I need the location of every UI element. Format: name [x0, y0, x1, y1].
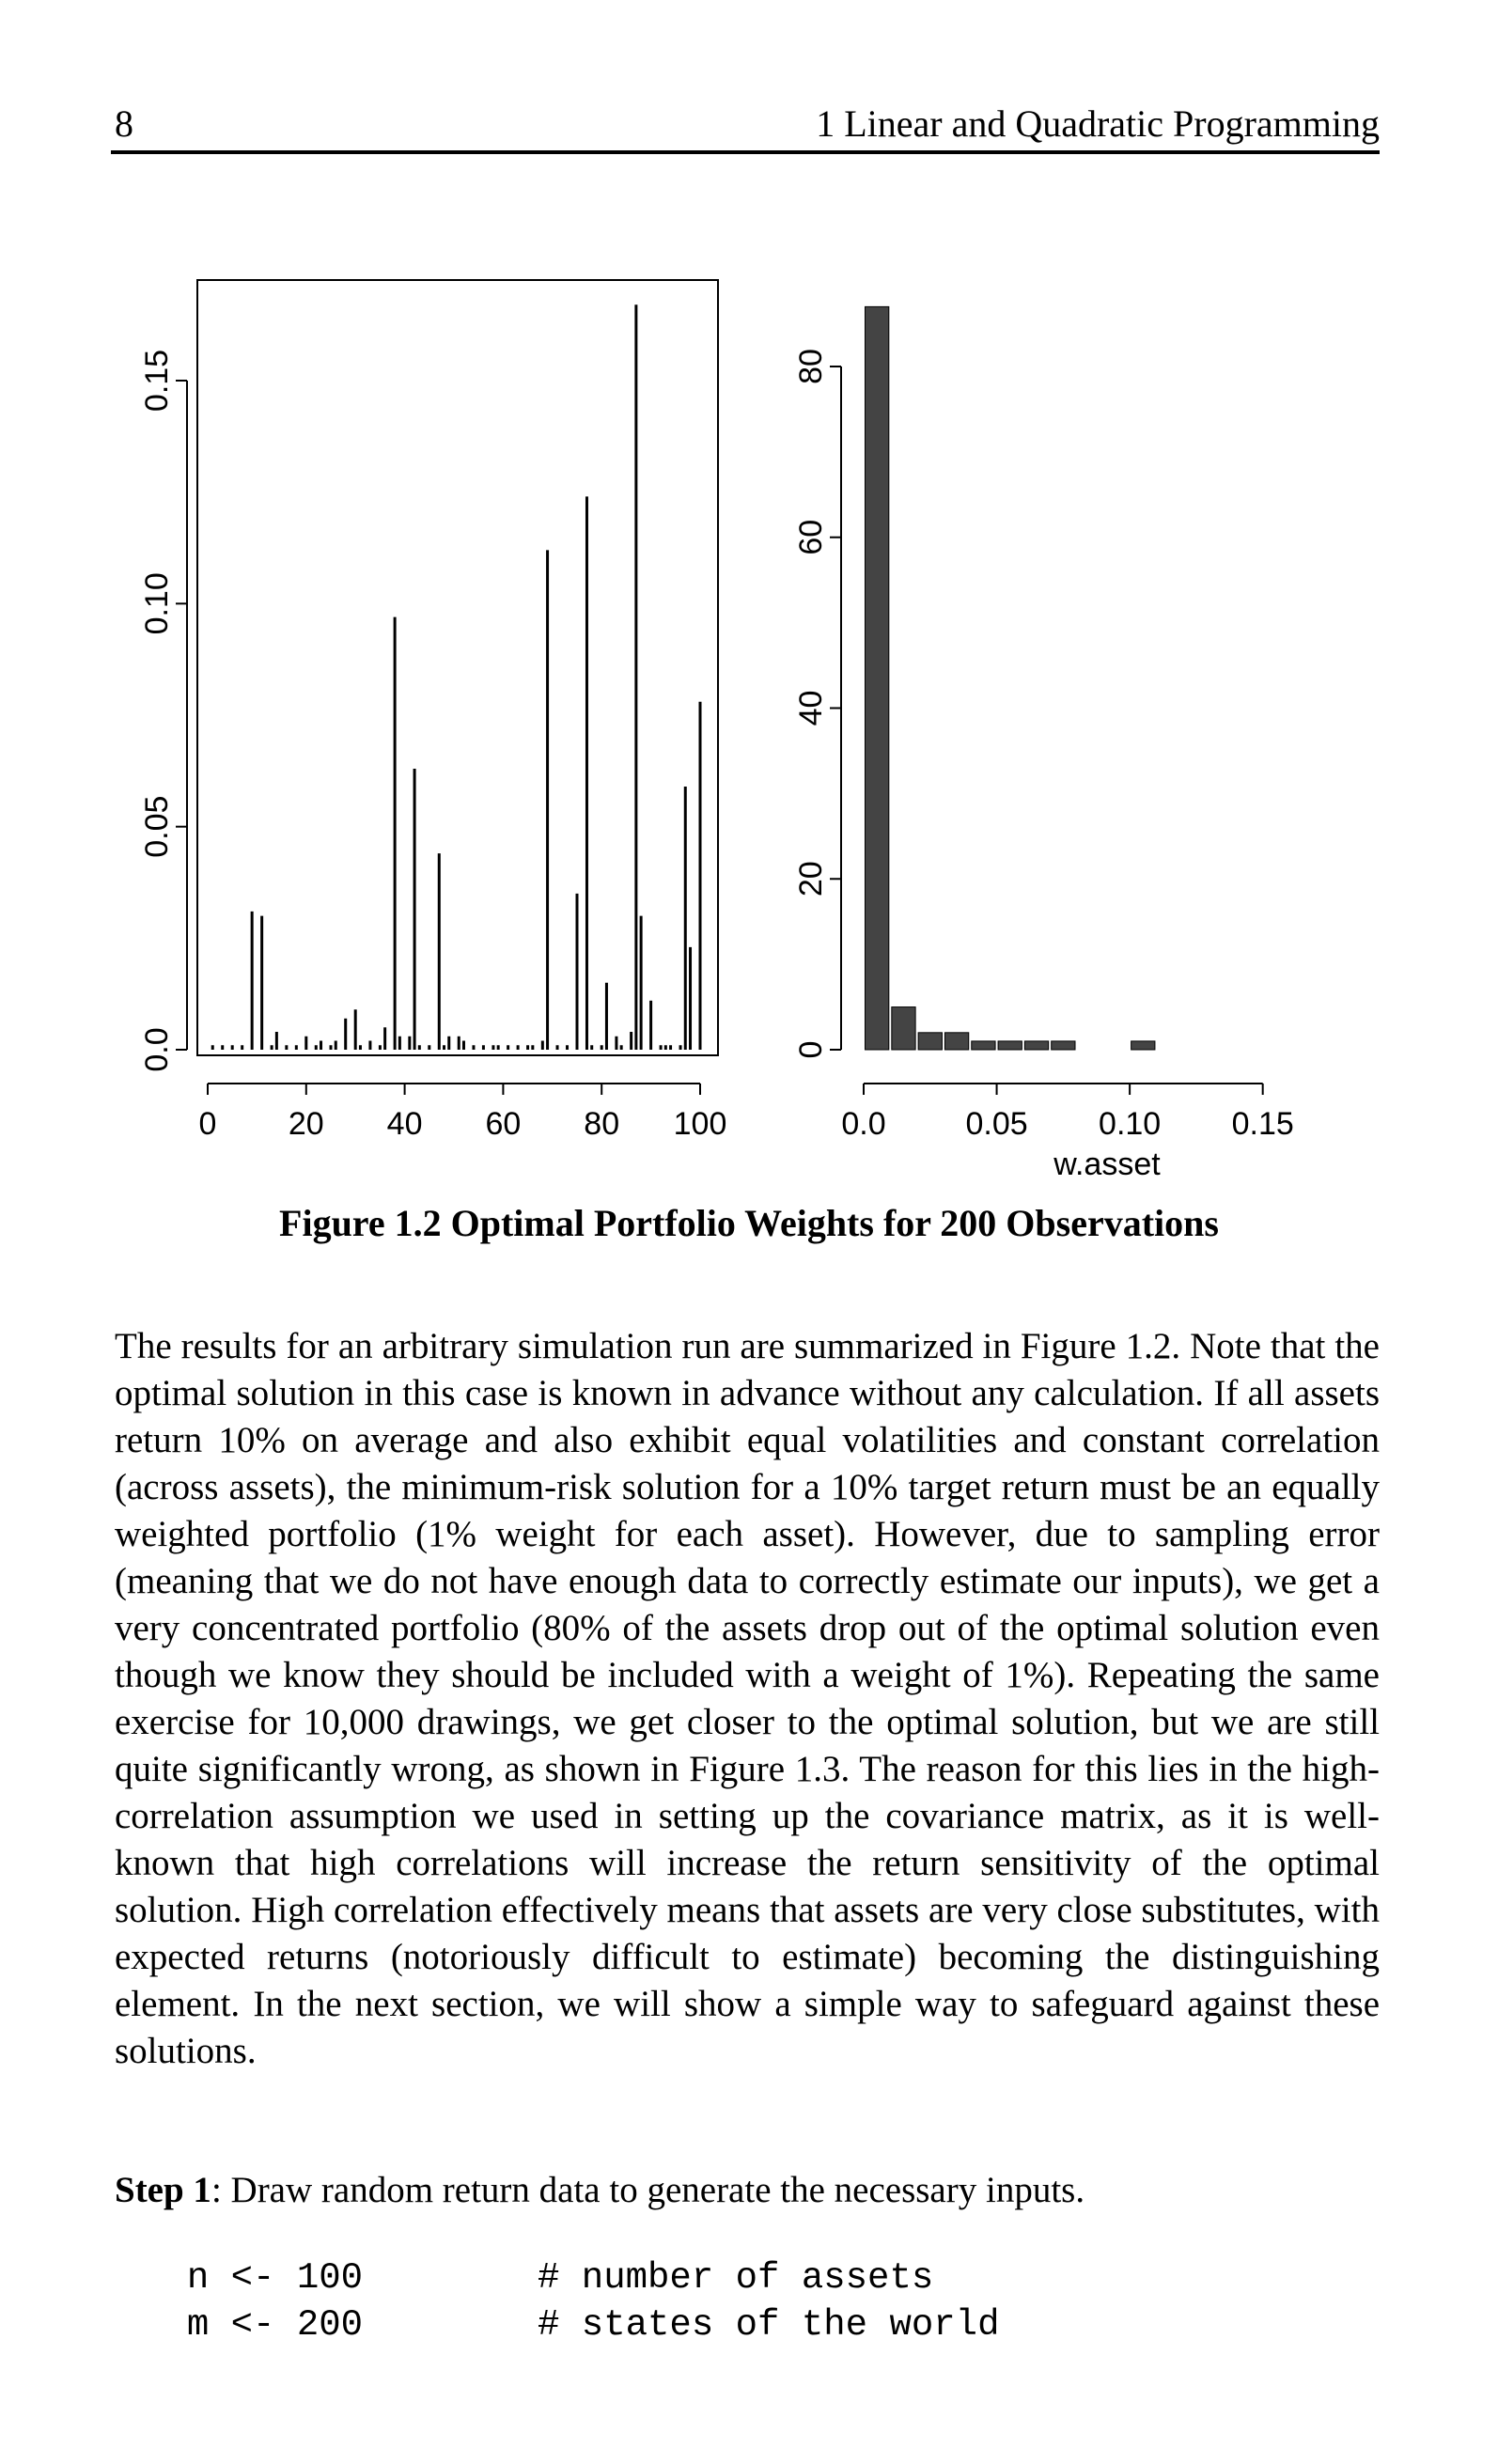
x-axis-title-right: w.asset [1053, 1146, 1161, 1182]
x-tick-label-left: 60 [485, 1106, 522, 1142]
histogram-bar [944, 1033, 968, 1050]
step-text: : Draw random return data to generate the necessary inputs. [211, 2170, 1085, 2210]
y-tick-label-left: 0.15 [139, 349, 175, 413]
y-tick-label-left: 0.05 [139, 795, 175, 858]
x-tick-label-right: 0.0 [841, 1106, 886, 1142]
step-label: Step 1 [115, 2170, 211, 2210]
y-tick-label-left: 0.10 [139, 572, 175, 635]
histogram-bar [1024, 1041, 1048, 1050]
histogram-bar [1052, 1041, 1075, 1050]
x-tick-label-left: 40 [386, 1106, 423, 1142]
x-tick-label-left: 0 [198, 1106, 217, 1142]
histogram-bar [1131, 1041, 1155, 1050]
y-tick-label-right: 0 [793, 1040, 829, 1059]
histogram-bar [866, 306, 889, 1050]
histogram-bar [972, 1041, 995, 1050]
figure-plots [0, 0, 1498, 1193]
chapter-title: 1 Linear and Quadratic Programming [816, 102, 1380, 145]
y-tick-label-left: 0.0 [139, 1027, 175, 1072]
step-line [115, 2169, 1084, 2211]
y-tick-label-right: 20 [793, 861, 829, 897]
x-tick-label-right: 0.10 [1099, 1106, 1162, 1142]
x-tick-label-right: 0.05 [965, 1106, 1028, 1142]
y-tick-label-right: 60 [793, 519, 829, 555]
x-tick-label-left: 80 [584, 1106, 620, 1142]
y-tick-label-right: 40 [793, 690, 829, 726]
code-statement: n <- 100 [186, 2257, 364, 2299]
page-number: 8 [115, 102, 133, 145]
figure-caption: Figure 1.2 Optimal Portfolio Weights for 200 Observations [279, 1202, 1219, 1244]
y-tick-label-right: 80 [793, 349, 829, 384]
body-paragraph: The results for an arbitrary simulation run are summarized in Figure 1.2. Note that the optimal solution in this case is known in advance without any calculation. If all assets return 10% on average and also exhibit equal volatilities and constant correlation (across assets), the minimum-risk solution for a 10% target return must be an equally weighted portfolio (1% weight for each asset). However, due to sampling error (meaning that we do not have enough data to correctly estimate our inputs), we get a very concentrated portfolio (80% of the assets drop out of the optimal solution even though we know they should be included with a weight of 1%). Repeating the same exercise for 10,000 drawings, we get closer to the optimal solution, but we are still quite significantly wrong, as shown in Figure 1.3. The reason for this lies in the high-correlation assumption we used in setting up the covariance matrix, as it is well-known that high correlations will increase the return sensitivity of the optimal solution. High correlation effectively means that assets are very close substitutes, with expected returns (notoriously difficult to estimate) becoming the distinguishing element. In the next section, we will show a simple way to safeguard against these solutions. [115, 1326, 1380, 2071]
figure [0, 0, 1498, 1193]
x-tick-label-right: 0.15 [1231, 1106, 1294, 1142]
code-comment: # number of assets [538, 2257, 934, 2299]
histogram-bar [998, 1041, 1022, 1050]
histogram-bar [918, 1033, 942, 1050]
histogram-bar [892, 1007, 915, 1050]
x-tick-label-left: 100 [673, 1106, 727, 1142]
x-tick-label-left: 20 [288, 1106, 324, 1142]
code-statement: m <- 200 [186, 2304, 364, 2346]
code-comment: # states of the world [538, 2304, 1000, 2346]
